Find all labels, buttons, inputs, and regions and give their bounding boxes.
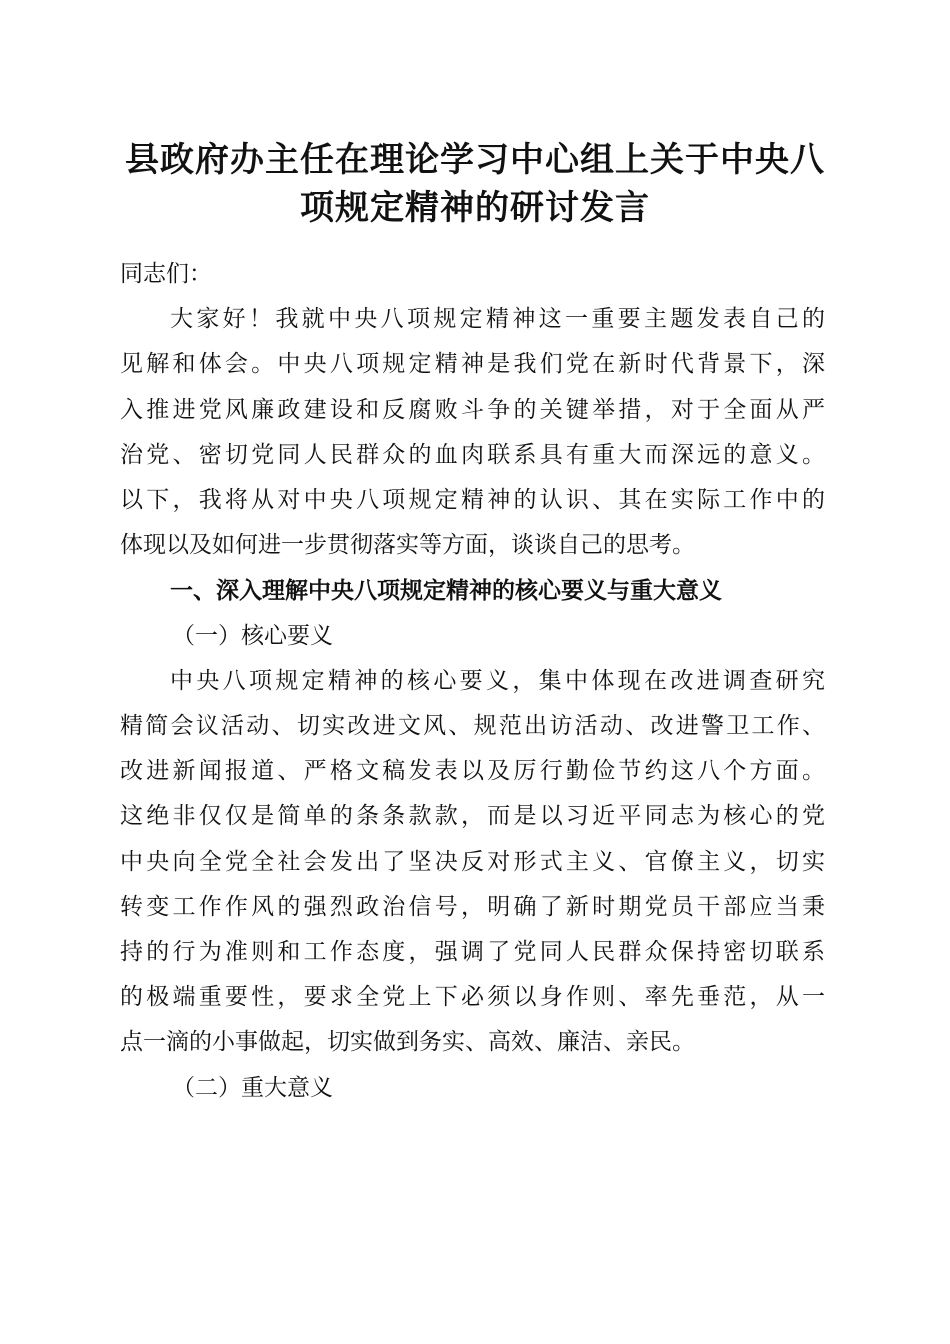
paragraph-line: 这绝非仅仅是简单的条条款款，而是以习近平同志为核心的党 (120, 803, 825, 830)
document-title (100, 136, 850, 232)
subsection-heading-text: （二）重大意义 (172, 1074, 333, 1101)
paragraph-line: 见解和体会。中央八项规定精神是我们党在新时代背景下，深 (120, 351, 825, 378)
greeting (120, 252, 825, 297)
paragraph-line: 持的行为准则和工作态度，强调了党同人民群众保持密切联系 (120, 939, 825, 966)
subsection-heading (120, 614, 825, 659)
section-heading (120, 568, 825, 613)
paragraph-line: 中央向全党全社会发出了坚决反对形式主义、官僚主义，切实 (120, 848, 825, 875)
paragraph-line: 体现以及如何进一步贯彻落实等方面，谈谈自己的思考。 (120, 532, 695, 559)
paragraph-core (120, 659, 825, 1066)
section-heading-text: 一、深入理解中央八项规定精神的核心要义与重大意义 (170, 577, 722, 605)
greeting-text: 同志们： (120, 261, 212, 287)
paragraph-line: 精简会议活动、切实改进文风、规范出访活动、改进警卫工作、 (120, 713, 825, 740)
paragraph-line: 治党、密切党同人民群众的血肉联系具有重大而深远的意义。 (120, 441, 825, 468)
paragraph-intro (120, 297, 825, 568)
title-line: 县政府办主任在理论学习中心组上关于中央八 (125, 140, 825, 180)
paragraph-line: 转变工作作风的强烈政治信号，明确了新时期党员干部应当秉 (120, 893, 825, 920)
paragraph-line: 中央八项规定精神的核心要义，集中体现在改进调查研究 (170, 667, 825, 694)
subsection-heading (120, 1066, 825, 1111)
title-line: 项规定精神的研讨发言 (300, 188, 650, 228)
paragraph-line: 入推进党风廉政建设和反腐败斗争的关键举措，对于全面从严 (120, 396, 825, 423)
paragraph-line: 点一滴的小事做起，切实做到务实、高效、廉洁、亲民。 (120, 1029, 695, 1056)
paragraph-line: 以下，我将从对中央八项规定精神的认识、其在实际工作中的 (120, 487, 825, 514)
paragraph-line: 的极端重要性，要求全党上下必须以身作则、率先垂范，从一 (120, 984, 825, 1011)
subsection-heading-text: （一）核心要义 (172, 622, 333, 649)
document-body (120, 252, 825, 1111)
paragraph-line: 大家好！我就中央八项规定精神这一重要主题发表自己的 (170, 306, 825, 333)
paragraph-line: 改进新闻报道、严格文稿发表以及厉行勤俭节约这八个方面。 (120, 758, 825, 785)
